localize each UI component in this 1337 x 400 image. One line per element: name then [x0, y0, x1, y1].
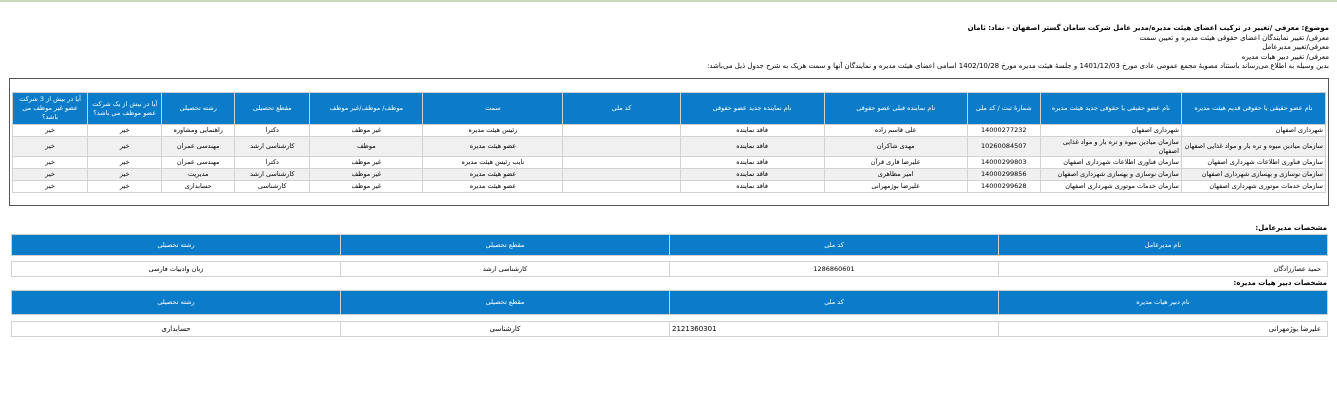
- table-cell: غیر موظف: [310, 157, 423, 169]
- table-cell: فاقد نماینده: [680, 169, 824, 181]
- table-cell: [563, 137, 680, 157]
- col-header: نام عضو حقیقی یا حقوقی قدیم هیئت مدیره: [1181, 93, 1325, 125]
- table-cell: 14000299628: [967, 181, 1040, 193]
- table-cell: مدیریت: [162, 169, 235, 181]
- table-row: [12, 262, 1328, 277]
- header-line: بدین وسیله به اطلاع می‌رساند باستناد مصوبهٔ مجمع عمومی عادی مورخ 1401/12/03 و جلسهٔ هیئت مدیره مورخ 1402/10/28 اسامی اعضای هیئت مدیره و نمایندگان آنها و سمت هریک به شرح جدول ذیل می‌باشد:: [707, 62, 1329, 71]
- table-cell: [563, 181, 680, 193]
- table-cell: نایب رئیس هیئت مدیره: [423, 157, 563, 169]
- manager-table: [11, 234, 1328, 277]
- table-cell: رئیس هیئت مدیره: [423, 125, 563, 137]
- table-cell: [563, 157, 680, 169]
- col-header: سمت: [423, 93, 563, 125]
- table-row: [13, 137, 1326, 157]
- table-row: [12, 322, 1328, 337]
- table-cell: خیر: [13, 169, 88, 181]
- col-header: کد ملی: [670, 235, 999, 256]
- table-cell: سازمان نوسازی و بهسازی شهرداری اصفهان: [1040, 169, 1181, 181]
- table-cell: فاقد نماینده: [680, 181, 824, 193]
- board-members-table: [12, 92, 1326, 193]
- top-border-line: [0, 0, 1337, 2]
- table-cell: 14000277232: [967, 125, 1040, 137]
- manager-degree: کارشناسی ارشد: [341, 262, 670, 277]
- manager-national-id: 1286860601: [670, 262, 999, 277]
- col-header: نام دبیر هیات مدیره: [999, 291, 1328, 315]
- col-header: نام نماینده قبلی عضو حقوقی: [824, 93, 967, 125]
- manager-section-title: مشخصات مدیرعامل:: [1255, 224, 1327, 232]
- table-cell: سازمان فناوری اطلاعات شهرداری اصفهان: [1181, 157, 1325, 169]
- col-header: رشته تحصیلی: [12, 291, 341, 315]
- table-cell: [563, 125, 680, 137]
- table-cell: عضو هیئت مدیره: [423, 169, 563, 181]
- col-header: مقطع تحصیلی: [341, 291, 670, 315]
- secretary-national-id: 2121360301: [670, 322, 999, 337]
- table-cell: خیر: [13, 181, 88, 193]
- table-row: [13, 125, 1326, 137]
- table-cell: 14000299856: [967, 169, 1040, 181]
- secretary-header-row: [12, 291, 1328, 315]
- col-header: نام مدیرعامل: [999, 235, 1328, 256]
- table-cell: سازمان خدمات موتوری شهرداری اصفهان: [1181, 181, 1325, 193]
- table-cell: سازمان میادین میوه و تره بار و مواد غذایی اصفهان: [1181, 137, 1325, 157]
- table-cell: سازمان میادین میوه و تره بار و مواد غذایی اصفهان: [1040, 137, 1181, 157]
- col-header: کد ملی: [563, 93, 680, 125]
- table-cell: خیر: [88, 157, 162, 169]
- table-cell: مهندسی عمران: [162, 137, 235, 157]
- col-header: نام عضو حقیقی یا حقوقی جدید هیئت مدیره: [1040, 93, 1181, 125]
- col-header: کد ملی: [670, 291, 999, 315]
- board-header-row: [13, 93, 1326, 125]
- table-cell: مهندسی عمران: [162, 157, 235, 169]
- table-cell: غیر موظف: [310, 181, 423, 193]
- col-header: نام نماینده جدید عضو حقوقی: [680, 93, 824, 125]
- table-cell: 14000299803: [967, 157, 1040, 169]
- table-cell: سازمان فناوری اطلاعات شهرداری اصفهان: [1040, 157, 1181, 169]
- table-cell: خیر: [13, 137, 88, 157]
- table-row: [13, 181, 1326, 193]
- col-header: آیا در بیش از یک شرکت عضو موظف می باشد؟: [88, 93, 162, 125]
- table-cell: عضو هیئت مدیره: [423, 181, 563, 193]
- col-header: مقطع تحصیلی: [341, 235, 670, 256]
- col-header: رشته تحصیلی: [12, 235, 341, 256]
- col-header: شمارهٔ ثبت / کد ملی: [967, 93, 1040, 125]
- table-cell: موظف: [310, 137, 423, 157]
- manager-name: حمید عصارزادگان: [999, 262, 1328, 277]
- table-cell: علیرضا بوژمهرانی: [824, 181, 967, 193]
- table-cell: امیر مظاهری: [824, 169, 967, 181]
- secretary-table: [11, 290, 1328, 337]
- col-header: رشته تحصیلی: [162, 93, 235, 125]
- table-cell: حسابداری: [162, 181, 235, 193]
- table-cell: خیر: [88, 169, 162, 181]
- table-cell: کارشناسی ارشد: [235, 169, 310, 181]
- table-cell: فاقد نماینده: [680, 137, 824, 157]
- table-cell: خیر: [88, 181, 162, 193]
- table-cell: فاقد نماینده: [680, 157, 824, 169]
- table-cell: مهدی شاکران: [824, 137, 967, 157]
- table-cell: علی قاسم زاده: [824, 125, 967, 137]
- table-cell: دکترا: [235, 125, 310, 137]
- subject-line: موضوع: معرفی /تغییر در ترکیب اعضای هیئت مدیره/مدیر عامل شرکت سامان گستر اصفهان - نماد: ثامان: [967, 24, 1329, 32]
- table-cell: غیر موظف: [310, 169, 423, 181]
- table-row: [13, 169, 1326, 181]
- secretary-degree: کارشناسی: [341, 322, 670, 337]
- secretary-section-title: مشخصات دبیر هیات مدیره:: [1233, 279, 1327, 287]
- table-cell: دکترا: [235, 157, 310, 169]
- table-cell: فاقد نماینده: [680, 125, 824, 137]
- table-cell: راهنمایی ومشاوره: [162, 125, 235, 137]
- secretary-field: حسابداری: [12, 322, 341, 337]
- header-line: معرفی/تغییر مدیرعامل: [1262, 43, 1329, 52]
- table-cell: شهرداری اصفهان: [1040, 125, 1181, 137]
- col-header: مقطع تحصیلی: [235, 93, 310, 125]
- header-line: معرفی/ تغییر نمایندگان اعضای حقوقی هیئت مدیره و تعیین سمت: [1139, 33, 1329, 42]
- table-cell: خیر: [88, 125, 162, 137]
- table-cell: کارشناسی: [235, 181, 310, 193]
- table-cell: [563, 169, 680, 181]
- table-cell: خیر: [13, 125, 88, 137]
- table-cell: خیر: [88, 137, 162, 157]
- table-cell: علیرضا قاری قرآن: [824, 157, 967, 169]
- secretary-name: علیرضا بوژمهرانی: [999, 322, 1328, 337]
- announcement-header: [9, 24, 1329, 72]
- table-cell: شهرداری اصفهان: [1181, 125, 1325, 137]
- table-cell: غیر موظف: [310, 125, 423, 137]
- table-cell: 10260084507: [967, 137, 1040, 157]
- col-header: آیا در بیش از 3 شرکت عضو غیر موظف می باشد؟: [13, 93, 88, 125]
- header-line: معرفی/ تغییر دبیر هیات مدیره: [1241, 52, 1329, 61]
- table-cell: کارشناسی ارشد: [235, 137, 310, 157]
- table-cell: عضو هیئت مدیره: [423, 137, 563, 157]
- table-row: [13, 157, 1326, 169]
- manager-field: زبان وادبیات فارسی: [12, 262, 341, 277]
- col-header: موظف/ موظف/غیر موظف: [310, 93, 423, 125]
- table-cell: خیر: [13, 157, 88, 169]
- table-cell: سازمان خدمات موتوری شهرداری اصفهان: [1040, 181, 1181, 193]
- table-cell: سازمان نوسازی و بهسازی شهرداری اصفهان: [1181, 169, 1325, 181]
- manager-header-row: [12, 235, 1328, 256]
